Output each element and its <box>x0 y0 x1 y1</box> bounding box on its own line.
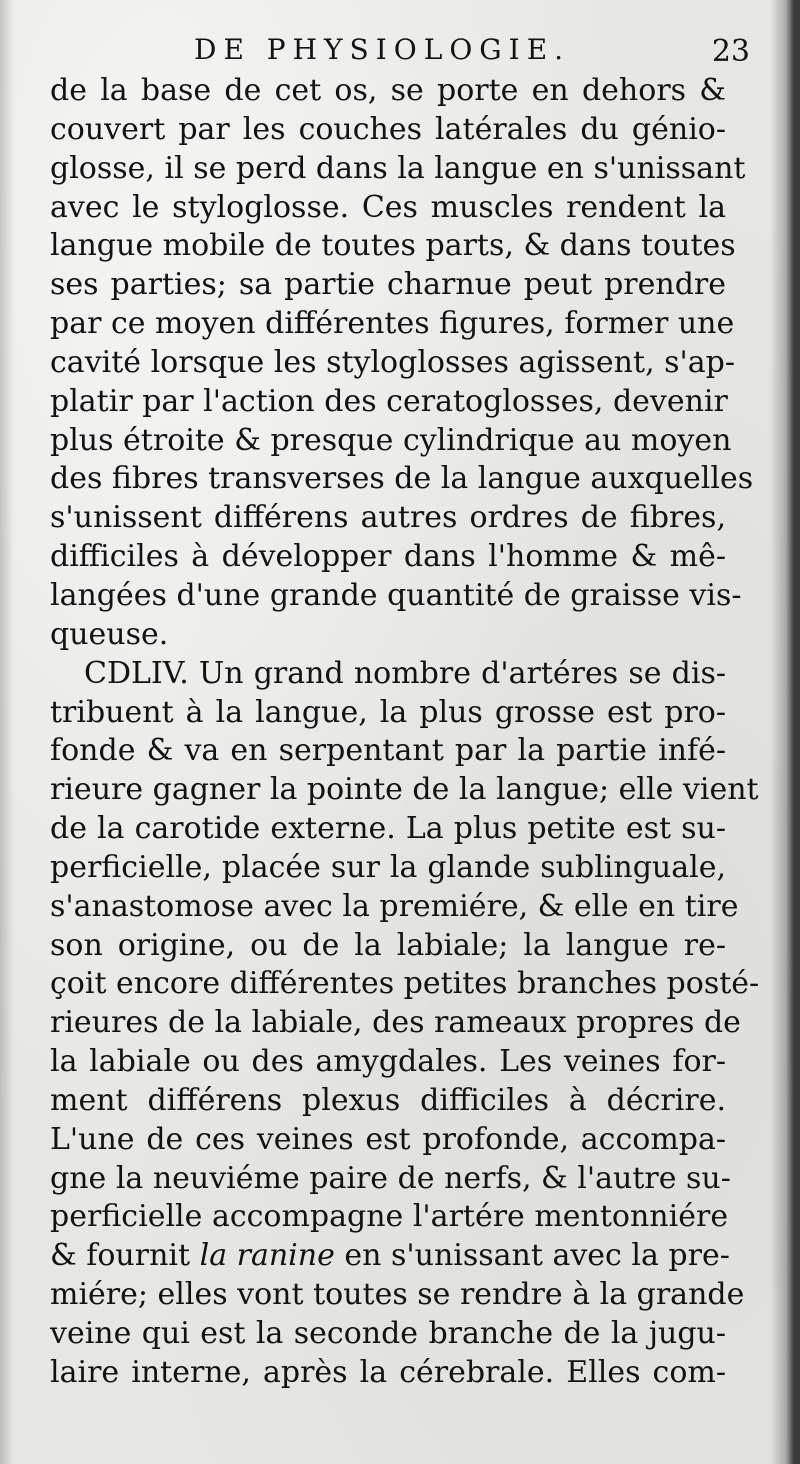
text-line: la labiale ou des amygdales. Les veines for- <box>50 1044 726 1080</box>
text-line: par ce moyen différentes figures, former une <box>50 306 735 342</box>
text-line: son origine, ou de la labiale; la langue re- <box>50 927 726 963</box>
text-line: s'anastomose avec la premiére, & elle en tire <box>50 888 739 924</box>
text-line: çoit encore différentes petites branches posté- <box>50 966 760 1002</box>
text-line: de la base de cet os, se porte en dehors & <box>50 73 726 108</box>
text-line: de la carotide externe. La plus petite est su- <box>50 811 726 847</box>
text-line: avec le styloglosse. Ces muscles rendent la <box>50 189 726 225</box>
page-number: 23 <box>711 34 750 69</box>
body-text <box>50 72 760 1393</box>
text-segment: en s'unissant avec la pre- <box>344 1238 730 1274</box>
text-line: platir par l'action des ceratoglosses, devenir <box>50 383 728 419</box>
text-line: rieures de la labiale, des rameaux propres de <box>50 1005 741 1041</box>
text-line: ment différens plexus difficiles à décrire. <box>50 1082 726 1118</box>
text-line: gne la neuviéme paire de nerfs, & l'autre su- <box>50 1160 731 1196</box>
section-opening-line: CDLIV. Un grand nombre d'artéres se dis- <box>84 655 726 691</box>
text-line: langées d'une grande quantité de graisse vis- <box>50 577 742 613</box>
text-line: glosse, il se perd dans la langue en s'unissant <box>50 150 746 186</box>
text-line: veine qui est la seconde branche de la jugu- <box>50 1316 726 1351</box>
italic-term: la ranine <box>199 1238 335 1274</box>
text-line: perficielle, placée sur la glande sublinguale, <box>50 849 726 885</box>
text-line: cavité lorsque les styloglosses agissent, s'ap- <box>50 344 736 380</box>
text-line: plus étroite & presque cylindrique au moyen <box>50 422 732 458</box>
text-line: tribuent à la langue, la plus grosse est pro- <box>50 694 726 730</box>
text-line: couvert par les couches latérales du génio- <box>50 111 726 147</box>
text-line: L'une de ces veines est profonde, accompa- <box>50 1121 726 1157</box>
text-line: difficiles à développer dans l'homme & mê- <box>50 539 726 575</box>
text-line: queuse. <box>50 616 169 652</box>
text-line: laire interne, après la cérebrale. Elles com- <box>50 1354 726 1390</box>
running-title: DE PHYSIOLOGIE. <box>194 33 571 66</box>
page-header <box>50 30 750 74</box>
text-line: s'unissent différens autres ordres de fibres, <box>50 500 726 536</box>
page-binding-edge <box>770 0 800 1464</box>
text-line: ses parties; sa partie charnue peut prendre <box>50 267 726 303</box>
text-segment: & fournit <box>50 1238 191 1274</box>
page-shadow-left <box>0 0 14 1464</box>
text-line-with-italic <box>50 1237 730 1276</box>
text-line: des fibres transverses de la langue auxquelles <box>50 461 754 497</box>
text-line: langue mobile de toutes parts, & dans toutes <box>50 228 736 264</box>
text-line: rieure gagner la pointe de la langue; elle vient <box>50 772 759 808</box>
text-line: perficielle accompagne l'artére mentonniére <box>50 1199 729 1235</box>
text-line: fonde & va en serpentant par la partie infé- <box>50 733 726 769</box>
text-line: miére; elles vont toutes se rendre à la grande <box>50 1277 745 1313</box>
